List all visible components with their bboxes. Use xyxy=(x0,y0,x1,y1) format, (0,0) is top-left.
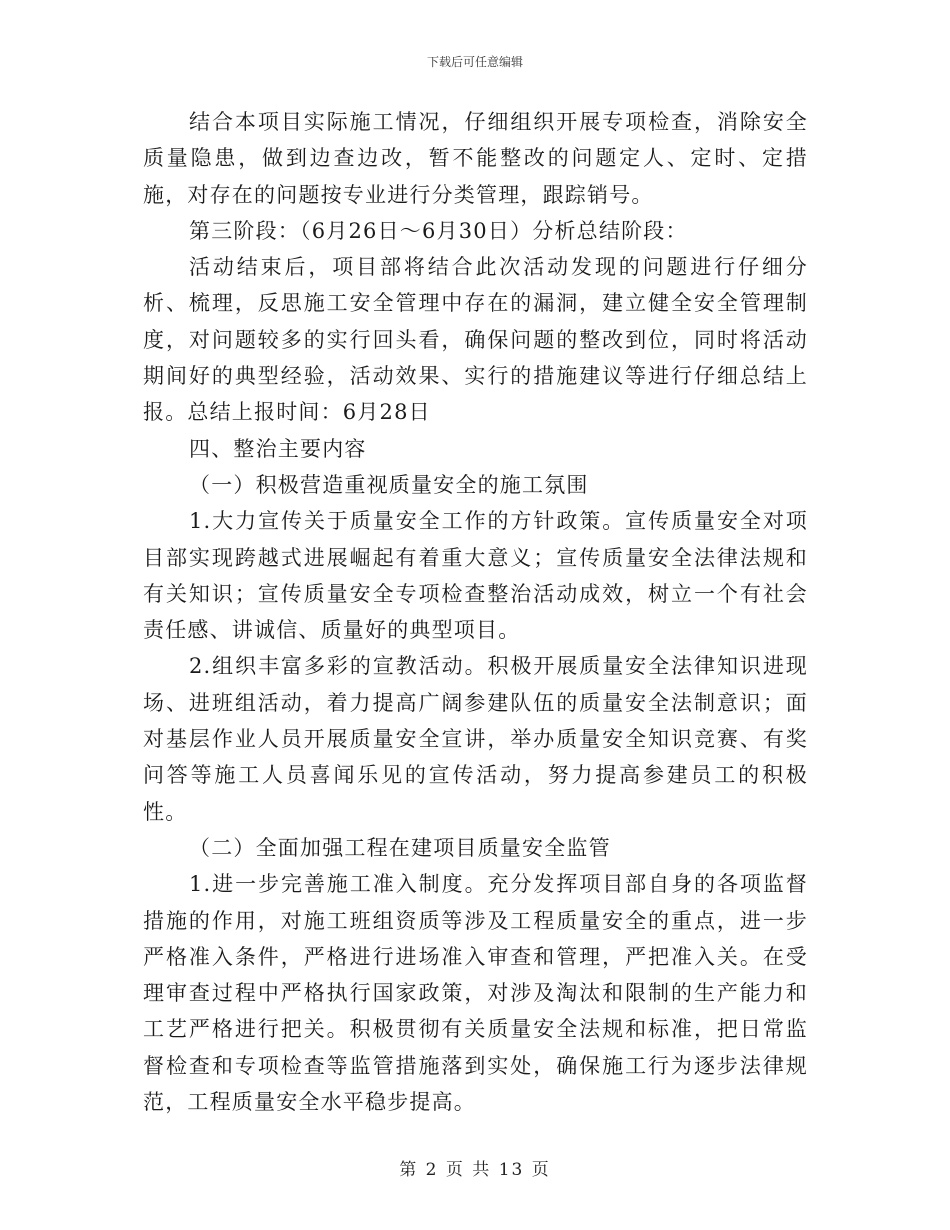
paragraph-publicity: 1.大力宣传关于质量安全工作的方针政策。宣传质量安全对项目部实现跨越式进展崛起有着重大意义；宣传质量安全法律法规和有关知识；宣传质量安全专项检查整治活动成效，树立一个有社会责任感、讲诚信、质量好的典型项目。 xyxy=(143,509,808,643)
paragraph-inspection: 结合本项目实际施工情况，仔细组织开展专项检查，消除安全质量隐患，做到边查边改，暂不能整改的问题定人、定时、定措施，对存在的问题按专业进行分类管理，跟踪销号。 xyxy=(143,110,808,207)
paragraph-stage-three: 第三阶段：（6月26日～6月30日）分析总结阶段： xyxy=(189,218,688,243)
paragraph-education-activities: 2.组织丰富多彩的宣教活动。积极开展质量安全法律知识进现场、进班组活动，着力提高广阔参建队伍的质量安全法制意识；面对基层作业人员开展质量安全宣讲，举办质量安全知识竞赛、有奖问答等施工人员喜闻乐见的宣传活动，努力提高参建员工的积极性。 xyxy=(143,654,808,824)
subsection-heading-supervision: （二）全面加强工程在建项目质量安全监管 xyxy=(189,835,611,860)
subsection-heading-atmosphere: （一）积极营造重视质量安全的施工氛围 xyxy=(189,472,589,497)
page-footer: 第 2 页 共 13 页 xyxy=(399,1160,551,1180)
paragraph-summary: 活动结束后，项目部将结合此次活动发现的问题进行仔细分析、梳理，反思施工安全管理中存在的漏洞，建立健全安全管理制度，对问题较多的实行回头看，确保问题的整改到位，同时将活动期间好的典型经验，活动效果、实行的措施建议等进行仔细总结上报。总结上报时间：6月28日 xyxy=(143,255,808,425)
page-header: 下载后可任意编辑 xyxy=(426,55,523,69)
paragraph-access-system: 1.进一步完善施工准入制度。充分发挥项目部自身的各项监督措施的作用，对施工班组资质等涉及工程质量安全的重点，进一步严格准入条件，严格进行进场准入审查和管理，严把准入关。在受理审查过程中严格执行国家政策，对涉及淘汰和限制的生产能力和工艺严格进行把关。积极贯彻有关质量安全法规和标准，把日常监督检查和专项检查等监管措施落到实处，确保施工行为逐步法律规范，工程质量安全水平稳步提高。 xyxy=(143,872,808,1115)
section-heading-main-content: 四、整治主要内容 xyxy=(189,436,367,461)
document-body xyxy=(143,104,808,1120)
